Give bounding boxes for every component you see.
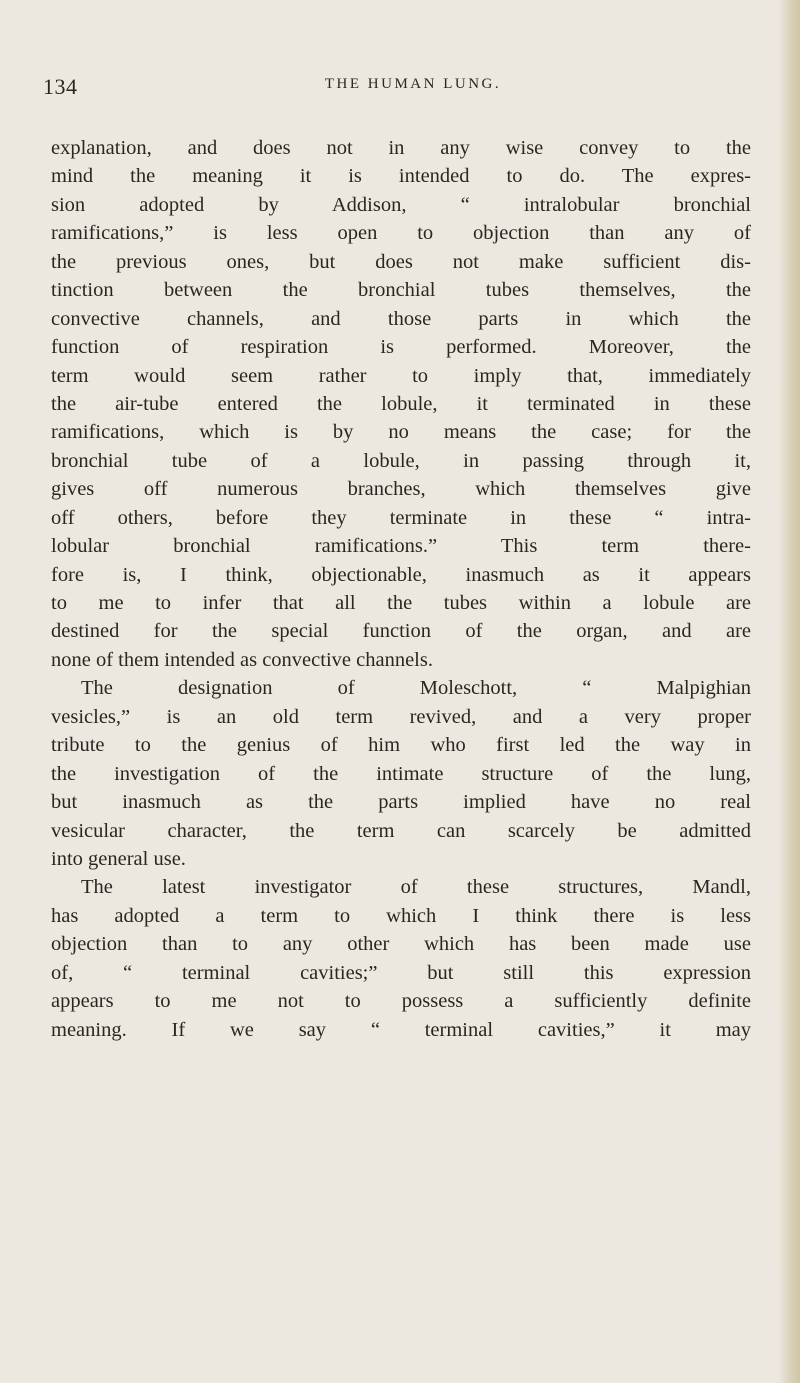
page-number: 134 <box>43 74 78 99</box>
text-line: the previous ones, but does not make sufficient dis- <box>51 250 751 273</box>
text-line: has adopted a term to which I think there is less <box>51 904 751 927</box>
text-line: The latest investigator of these structures, Mandl, <box>81 876 751 899</box>
text-line: convective channels, and those parts in which the <box>51 307 751 330</box>
text-line: explanation, and does not in any wise convey to the <box>51 137 751 159</box>
text-line: vesicles,” is an old term revived, and a very proper <box>51 705 751 728</box>
text-line: destined for the special function of the organ, and are <box>51 620 751 643</box>
text-line: sion adopted by Addison, “ intralobular bronchial <box>51 193 751 216</box>
text-line: function of respiration is performed. Moreover, the <box>51 336 751 359</box>
text-line: tinction between the bronchial tubes themselves, the <box>51 279 751 302</box>
page-edge-shadow <box>778 0 800 1383</box>
body-text <box>51 134 751 1044</box>
text-line: ramifications,” is less open to objection than any of <box>51 222 751 245</box>
text-line: fore is, I think, objectionable, inasmuch as it appears <box>51 563 751 586</box>
text-line: mind the meaning it is intended to do. The expres- <box>51 165 751 188</box>
running-title: THE HUMAN LUNG. <box>324 76 502 92</box>
text-line: objection than to any other which has been made use <box>51 933 751 956</box>
text-line: gives off numerous branches, which themselves give <box>51 478 751 501</box>
text-line: the air-tube entered the lobule, it terminated in these <box>51 392 751 415</box>
text-line: into general use. <box>51 847 186 870</box>
text-line: to me to infer that all the tubes within a lobule are <box>51 592 751 614</box>
text-line: lobular bronchial ramifications.” This term there- <box>51 535 751 558</box>
text-line: vesicular character, the term can scarcely be admitted <box>51 819 751 842</box>
text-line: term would seem rather to imply that, immediately <box>51 364 751 387</box>
text-line: the investigation of the intimate structure of the lung, <box>51 762 751 785</box>
text-line: bronchial tube of a lobule, in passing through it, <box>51 449 751 472</box>
page-header <box>43 74 743 110</box>
text-line: off others, before they terminate in these “ intra- <box>51 506 751 529</box>
text-line: none of them intended as convective channels. <box>51 648 433 671</box>
text-line: of, “ terminal cavities;” but still this expression <box>51 961 751 984</box>
text-line: appears to me not to possess a sufficiently definite <box>51 990 751 1013</box>
text-line: meaning. If we say “ terminal cavities,” it may <box>51 1018 751 1041</box>
text-line: ramifications, which is by no means the case; for the <box>51 421 751 444</box>
text-line: but inasmuch as the parts implied have no real <box>51 791 751 814</box>
text-line: tribute to the genius of him who first led the way in <box>51 734 751 757</box>
text-line: The designation of Moleschott, “ Malpighian <box>81 677 751 700</box>
